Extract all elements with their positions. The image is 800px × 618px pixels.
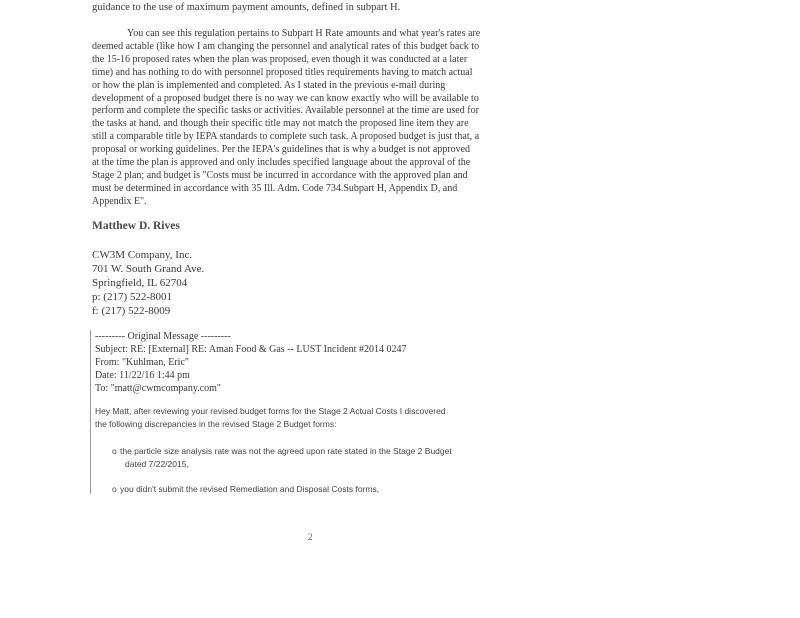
list-item-text: the particle size analysis rate was not the agreed upon rate stated in the Stage 2 Budget	[120, 446, 452, 456]
email-to: To: "matt@cwmcompany.com"	[95, 383, 221, 394]
company-name: CW3M Company, Inc.	[92, 249, 193, 261]
bullet-circle-icon: o	[112, 446, 117, 456]
paragraph-line: at the time the plan is approved and only includes specified language about the approval of the	[92, 157, 471, 169]
paragraph-line: You can see this regulation pertains to Subpart H Rate amounts and what year's rates are	[127, 28, 481, 39]
page-number: 2	[308, 532, 313, 542]
paragraph-line: proposal or working guidelines. Per the IEPA's guidelines that is why a budget is not approved	[92, 144, 471, 156]
email-body	[95, 405, 446, 430]
email-date: Date: 11/22/16 1:44 pm	[95, 370, 190, 381]
paragraph-line: still a comparable title by IEPA standards to complete such task. A proposed budget is just that, a	[92, 131, 480, 143]
paragraph-line: must be determined in accordance with 35 Ill. Adm. Code 734.Subpart H, Appendix D, and	[92, 182, 458, 194]
list-item-text: you didn't submit the revised Remediation and Disposal Costs forms,	[120, 484, 380, 494]
original-message-header	[95, 330, 406, 395]
paragraph-line: or how the plan is implemented and completed. As I stated in the previous e-mail during	[92, 79, 446, 91]
body-paragraph	[92, 28, 530, 209]
signature-address	[92, 248, 204, 318]
email-subject: Subject: RE: [External] RE: Aman Food & Gas -- LUST Incident #2014 0247	[95, 344, 407, 355]
paragraph-line: the 15-16 proposed rates when the plan was proposed, even though it was conducted at a later	[92, 53, 468, 65]
email-body-line: the following discrepancies in the revised Stage 2 Budget forms:	[95, 418, 337, 429]
list-item-text: dated 7/22/2015,	[125, 458, 189, 469]
quoted-message-block	[90, 330, 531, 494]
paragraph-line: development of a proposed budget there is no way we can know exactly who will be available to	[92, 92, 479, 104]
top-line: guidance to the use of maximum payment amounts, defined in subpart H.	[92, 2, 401, 13]
street-address: 701 W. South Grand Ave.	[92, 263, 205, 275]
paragraph-line: deemed actable (like how I am changing the personnel and analytical rates of this budget back to	[92, 40, 480, 52]
original-message-separator: --------- Original Message ---------	[95, 331, 231, 342]
paragraph-line: Appendix E".	[92, 195, 147, 207]
paragraph-line: perform and complete the specific tasks or activities. Available personnel at the time are used for	[92, 105, 479, 117]
paragraph-line: Stage 2 plan; and budget is "Costs must be incurred in accordance with the approved plan and	[92, 169, 468, 181]
email-body-line: Hey Matt, after reviewing your revised budget forms for the Stage 2 Actual Costs I discovered	[95, 406, 446, 416]
list-item	[112, 445, 452, 470]
bullet-circle-icon: o	[112, 484, 117, 494]
signature-name: Matthew D. Rives	[92, 220, 180, 232]
paragraph-line: time) and has nothing to do with personnel proposed titles requirements having to match actual	[92, 66, 473, 78]
city-state-zip: Springfield, IL 62704	[92, 277, 188, 289]
fax-number: f: (217) 522-8009	[92, 305, 171, 317]
email-from: From: "Kuhlman, Eric"	[95, 357, 189, 368]
phone-number: p: (217) 522-8001	[92, 291, 173, 303]
paragraph-line: the tasks at hand. and though their specific title may not match the proposed line item they are	[92, 118, 469, 130]
list-item	[112, 483, 379, 496]
